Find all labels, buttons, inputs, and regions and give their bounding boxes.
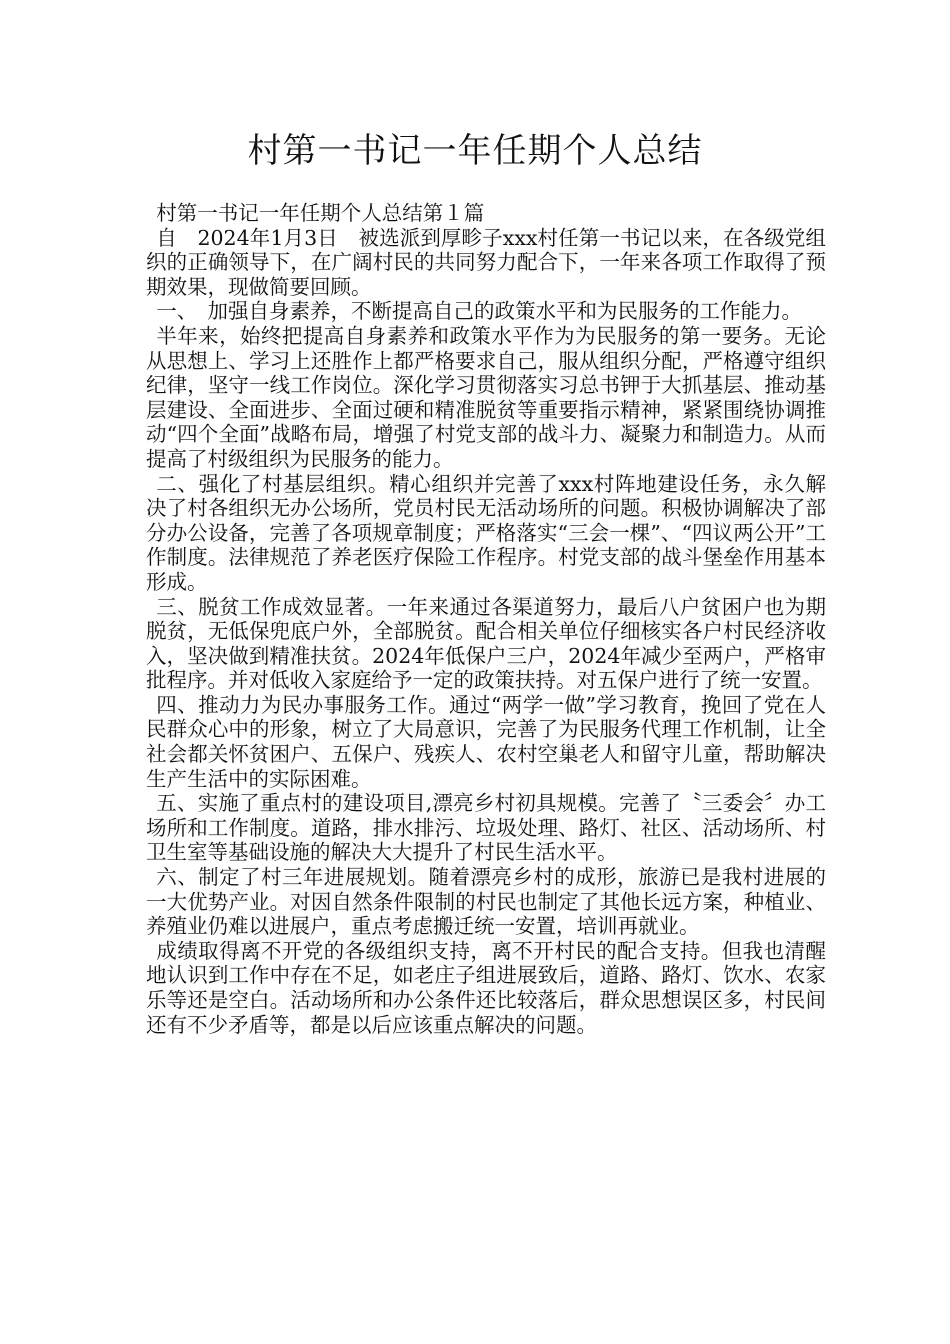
- paragraph-point-2: 二、强化了村基层组织。精心组织并完善了xxx村阵地建设任务，永久解决了村各组织无办公场所，党员村民无活动场所的问题。积极协调解决了部分办公设备，完善了各项规章制度；严格落实“三会一棵”、“四议两公开”工作制度。法律规范了养老医疗保险工作程序。村党支部的战斗堡垒作用基本形成。: [146, 471, 826, 594]
- section-heading: 村第一书记一年任期个人总结第１篇: [156, 201, 485, 225]
- document-body: [146, 201, 826, 1037]
- paragraph-point-5: 五、实施了重点村的建设项目,漂亮乡村初具规模。完善了〝三委会〞办工场所和工作制度。道路，排水排污、垃圾处理、路灯、社区、活动场所、村卫生室等基础设施的解决大大提升了村民生活水平。: [146, 791, 826, 865]
- paragraph-point-6: 六、制定了村三年进展规划。随着漂亮乡村的成形，旅游已是我村进展的一大优势产业。对因自然条件限制的村民也制定了其他长远方案，种植业、养殖业仍难以进展户，重点考虑搬迁统一安置，培训再就业。: [146, 865, 826, 939]
- document-title: 村第一书记一年任期个人总结: [247, 131, 703, 171]
- paragraph-intro: 自 2024年1月3日 被选派到厚畛子xxx村任第一书记以来，在各级党组织的正确领导下，在广阔村民的共同努力配合下，一年来各项工作取得了预期效果，现做简要回顾。: [146, 225, 826, 299]
- paragraph-point-1-body: 半年来，始终把提高自身素养和政策水平作为为民服务的第一要务。无论从思想上、学习上还胜作上都严格要求自己，服从组织分配，严格遵守组织纪律，坚守一线工作岗位。深化学习贯彻落实习总书钾于大抓基层、推动基层建设、全面进步、全面过硬和精准脱贫等重要指示精神，紧紧围绕协调推动“四个全面”战略布局，增强了村党支部的战斗力、凝聚力和制造力。从而提高了村级组织为民服务的能力。: [146, 323, 826, 471]
- paragraph-point-4: 四、推动力为民办事服务工作。通过“两学一做”学习教育，挽回了党在人民群众心中的形象，树立了大局意识，完善了为民服务代理工作机制，让全社会都关怀贫困户、五保户、残疾人、农村空巢老人和留守儿童，帮助解决生产生活中的实际困难。: [146, 692, 826, 791]
- paragraph-point-3: 三、脱贫工作成效显著。一年来通过各渠道努力，最后八户贫困户也为期脱贫，无低保兜底户外，全部脱贫。配合相关单位仔细核实各户村民经济收入，坚决做到精准扶贫。2024年低保户三户，2024年减少至两户，严格审批程序。并对低收入家庭给予一定的政策扶持。对五保户进行了统一安置。: [146, 594, 826, 693]
- paragraph-point-1-heading: 一、 加强自身素养，不断提高自己的政策水平和为民服务的工作能力。: [156, 299, 802, 324]
- paragraph-conclusion: 成绩取得离不开党的各级组织支持，离不开村民的配合支持。但我也清醒地认识到工作中存在不足，如老庄子组进展致后，道路、路灯、饮水、农家乐等还是空白。活动场所和办公条件还比较落后，群众思想误区多，村民间还有不少矛盾等，都是以后应该重点解决的问题。: [146, 938, 826, 1037]
